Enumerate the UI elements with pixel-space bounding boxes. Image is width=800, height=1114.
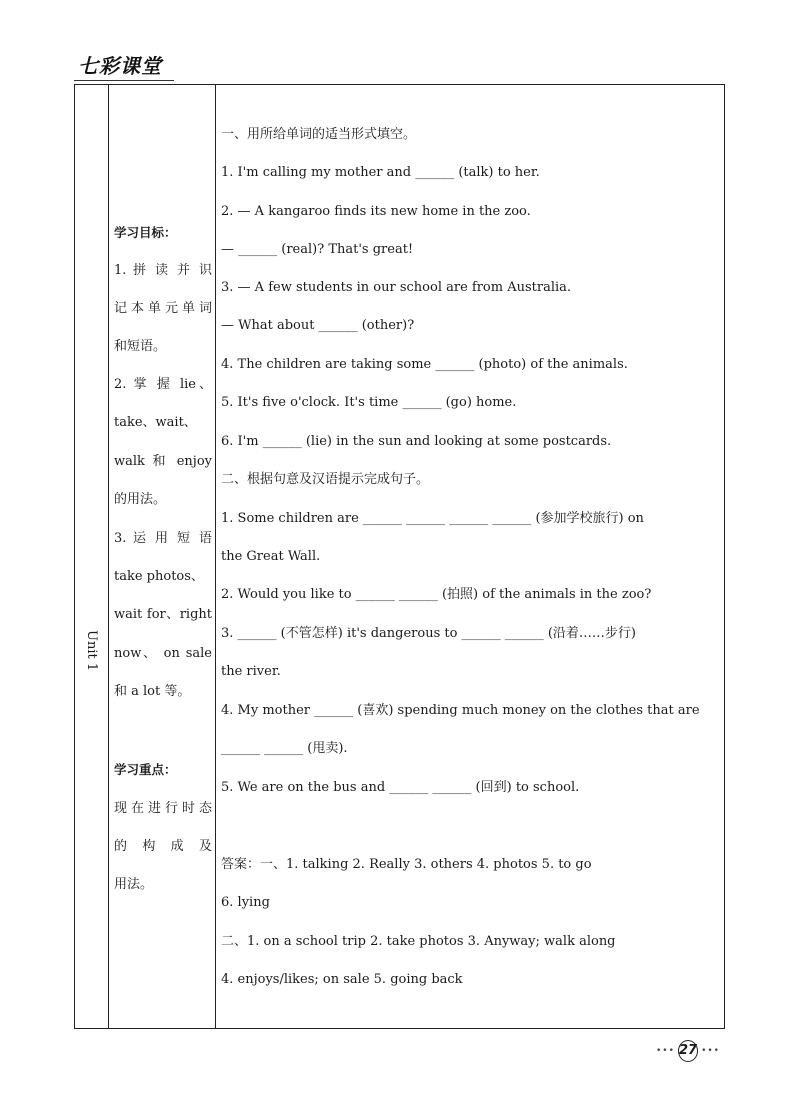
- brand-logo: 七彩课堂: [78, 54, 162, 78]
- section-heading: 一、用所给单词的适当形式填空。: [221, 127, 417, 142]
- exercise-line: 3. ______ (不管怎样) it's dangerous to ______ ______ (沿着……步行): [221, 626, 636, 641]
- page-number: 27: [678, 1040, 698, 1062]
- goal-line: take photos、: [114, 569, 204, 584]
- exercise-line: 5. It's five o'clock. It's time ______ (go) home.: [221, 395, 517, 410]
- goal-line: 和短语。: [114, 339, 167, 354]
- goal-line: walk 和 enjoy: [114, 454, 212, 469]
- exercise-line: 3. — A few students in our school are from Australia.: [221, 280, 572, 295]
- goals-column: [109, 85, 216, 1028]
- exercise-column: [216, 85, 724, 1028]
- goal-line: 用法。: [114, 877, 154, 892]
- lesson-table: [74, 84, 725, 1029]
- exercise-line: 2. — A kangaroo finds its new home in the zoo.: [221, 204, 531, 219]
- answer-line: 二、1. on a school trip 2. take photos 3. Anyway; walk along: [221, 934, 616, 949]
- header-rule: [74, 80, 174, 81]
- goal-line: wait for、right: [114, 607, 212, 622]
- goal-line: 3. 运 用 短 语: [114, 531, 212, 546]
- goal-line: 现在进行时态: [114, 801, 212, 816]
- dots-left: •••: [656, 1046, 675, 1056]
- exercise-line: 1. Some children are ______ ______ ______ ______ (参加学校旅行) on: [221, 511, 644, 526]
- section-heading: 二、根据句意及汉语提示完成句子。: [221, 472, 430, 487]
- unit-label: Unit 1: [84, 630, 99, 672]
- goal-line: now、 on sale: [114, 646, 212, 661]
- exercise-line: 4. My mother ______ (喜欢) spending much money on the clothes that are: [221, 703, 700, 718]
- focus-heading: 学习重点：: [114, 762, 177, 777]
- unit-column: [75, 85, 109, 1028]
- answer-line: 答案：一、1. talking 2. Really 3. others 4. photos 5. to go: [221, 857, 592, 872]
- exercise-line: the river.: [221, 664, 281, 679]
- exercise-line: 5. We are on the bus and ______ ______ (回到) to school.: [221, 780, 580, 795]
- goal-heading: 学习目标：: [114, 225, 177, 240]
- goal-line: 和 a lot 等。: [114, 684, 191, 699]
- page-number-badge: [656, 1040, 720, 1062]
- answer-line: 4. enjoys/likes; on sale 5. going back: [221, 972, 463, 987]
- exercise-line: 2. Would you like to ______ ______ (拍照) of the animals in the zoo?: [221, 587, 652, 602]
- goal-line: 2. 掌 握 lie、: [114, 377, 212, 392]
- exercise-line: the Great Wall.: [221, 549, 321, 564]
- exercise-line: 4. The children are taking some ______ (photo) of the animals.: [221, 357, 628, 372]
- exercise-line: — ______ (real)? That's great!: [221, 242, 414, 257]
- answer-line: 6. lying: [221, 895, 270, 910]
- exercise-line: — What about ______ (other)?: [221, 318, 415, 333]
- goal-line: 记本单元单词: [114, 301, 212, 316]
- goal-line: 的 构 成 及: [114, 839, 212, 854]
- dots-right: •••: [701, 1046, 720, 1056]
- goal-line: 1. 拼 读 并 识: [114, 263, 212, 278]
- exercise-line: 1. I'm calling my mother and ______ (talk) to her.: [221, 165, 540, 180]
- exercise-line: 6. I'm ______ (lie) in the sun and looking at some postcards.: [221, 434, 612, 449]
- goal-line: take、wait、: [114, 415, 197, 430]
- goal-line: 的用法。: [114, 492, 167, 507]
- exercise-line: ______ ______ (甩卖).: [221, 741, 348, 756]
